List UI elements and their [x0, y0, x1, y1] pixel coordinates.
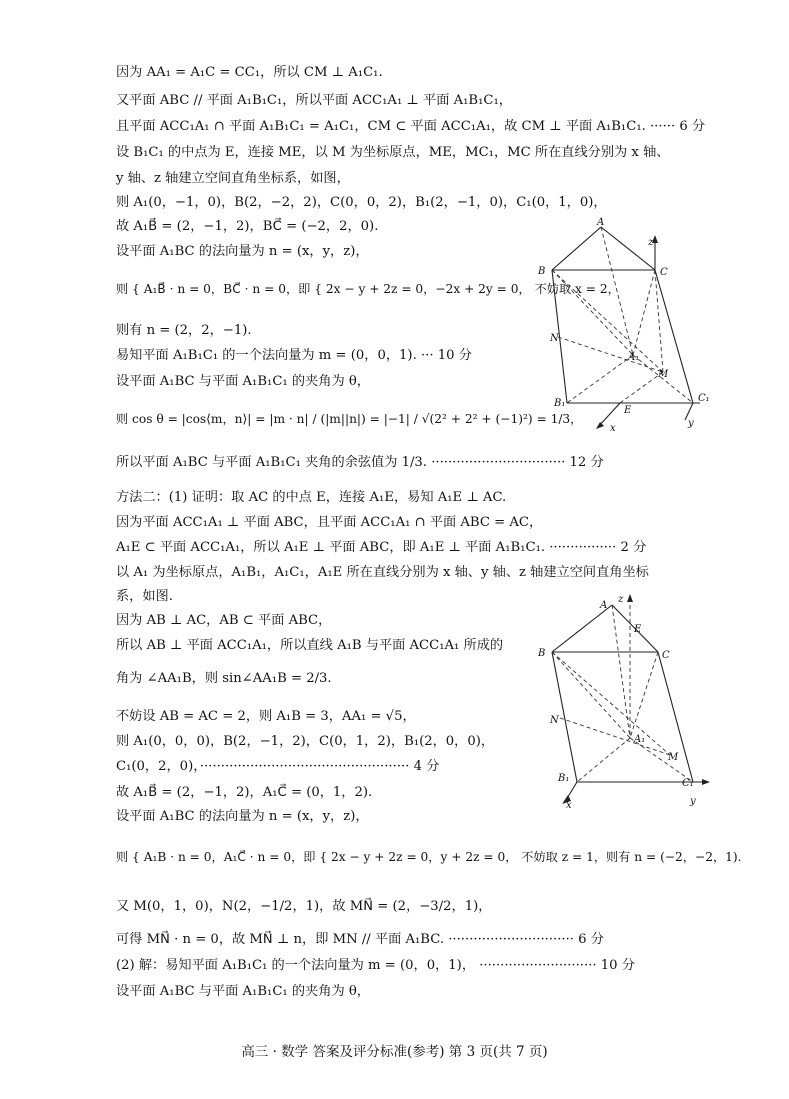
fig2-label-z: z [618, 594, 624, 605]
fig2-label-C: C [662, 650, 670, 661]
text-line-13: 则 cos θ = |cos⟨m，n⟩| = |m · n| / (|m||n|) = |−1| / √(2² + 2² + (−1)²) = 1/3， [116, 412, 583, 426]
text-line-26: 故 A₁B⃗ = (2，−1，2)，A₁C⃗ = (0，1，2). [116, 785, 373, 800]
text-line-23: 不妨设 AB = AC = 2，则 A₁B = 3，AA₁ = √5， [116, 709, 416, 724]
text-line-10: 则有 n = (2，2，−1). [116, 323, 252, 338]
text-line-20: 因为 AB ⊥ AC，AB ⊂ 平面 ABC， [116, 613, 332, 628]
fig1-label-y: y [688, 418, 694, 429]
text-line-11: 易知平面 A₁B₁C₁ 的一个法向量为 m = (0，0，1). ··· 10 分 [116, 348, 472, 363]
text-line-1: 因为 AA₁ = A₁C = CC₁，所以 CM ⊥ A₁C₁. [116, 65, 383, 80]
text-line-15: 方法二：(1) 证明：取 AC 的中点 E，连接 A₁E，易知 A₁E ⊥ AC. [116, 490, 507, 505]
fig2-label-y: y [690, 796, 696, 807]
text-line-9: 则 { A₁B⃗ · n = 0，BC⃗ · n = 0，即 { 2x − y + 2z = 0，−2x + 2y = 0， 不妨取 x = 2， [116, 282, 620, 296]
fig1-label-z: z [648, 237, 654, 248]
fig2-label-M: M [668, 752, 679, 763]
fig1-label-C1: C₁ [698, 393, 710, 404]
text-line-25: C₁(0，2，0)，·················································· 4 分 [116, 759, 440, 774]
fig1-label-C: C [660, 267, 668, 278]
text-line-4: 设 B₁C₁ 的中点为 E，连接 ME，以 M 为坐标原点，ME，MC₁，MC 所在直线分别为 x 轴、 [116, 145, 670, 160]
fig1-label-A1: A₁ [628, 352, 640, 363]
text-line-21: 所以 AB ⊥ 平面 ACC₁A₁，所以直线 A₁B 与平面 ACC₁A₁ 所成的 [116, 638, 504, 653]
text-line-2: 又平面 ABC // 平面 A₁B₁C₁，所以平面 ACC₁A₁ ⊥ 平面 A₁B₁C₁， [116, 93, 512, 108]
text-line-16: 因为平面 ACC₁A₁ ⊥ 平面 ABC，且平面 ACC₁A₁ ∩ 平面 ABC = AC， [116, 515, 543, 530]
text-line-32: 设平面 A₁BC 与平面 A₁B₁C₁ 的夹角为 θ， [116, 984, 370, 999]
text-line-29: 又 M(0，1，0)，N(2，−1/2，1)，故 MN⃗ = (2，−3/2，1)， [116, 899, 492, 914]
fig2-label-x: x [566, 800, 572, 810]
fig1-label-E: E [624, 405, 632, 416]
fig2-label-A: A [600, 600, 608, 611]
text-line-24: 则 A₁(0，0，0)，B(2，−1，2)，C(0，1，2)，B₁(2，0，0)， [116, 734, 495, 749]
text-line-14: 所以平面 A₁BC 与平面 A₁B₁C₁ 夹角的余弦值为 1/3. ································ 12 分 [116, 455, 604, 470]
fig1-label-M: M [658, 369, 669, 380]
fig2-label-B: B [538, 648, 546, 659]
fig1-label-N: N [550, 333, 559, 344]
fig2-label-N: N [550, 715, 559, 726]
text-line-17: A₁E ⊂ 平面 ACC₁A₁，所以 A₁E ⊥ 平面 ABC，即 A₁E ⊥ 平面 A₁B₁C₁. ················ 2 分 [116, 540, 647, 555]
fig1-label-B1: B₁ [554, 398, 566, 409]
text-line-5: y 轴、z 轴建立空间直角坐标系，如图， [116, 171, 350, 186]
text-line-28: 则 { A₁B · n = 0，A₁C⃗ · n = 0，即 { 2x − y + 2z = 0，y + 2z = 0， 不妨取 z = 1，则有 n = (−2，−2，1). [116, 850, 742, 864]
fig2-label-C1: C₁ [682, 778, 694, 789]
fig1-label-B: B [538, 266, 546, 277]
text-line-3: 且平面 ACC₁A₁ ∩ 平面 A₁B₁C₁ = A₁C₁，CM ⊂ 平面 ACC₁A₁，故 CM ⊥ 平面 A₁B₁C₁. ······ 6 分 [116, 119, 706, 134]
text-line-7: 故 A₁B⃗ = (2，−1，2)，BC⃗ = (−2，2，0). [116, 219, 379, 234]
text-line-30: 可得 MN⃗ · n = 0，故 MN⃗ ⊥ n，即 MN // 平面 A₁BC. ······························ 6 分 [116, 932, 604, 947]
fig2-label-B1: B₁ [558, 773, 570, 784]
text-line-8: 设平面 A₁BC 的法向量为 n = (x，y，z)， [116, 244, 369, 259]
text-line-31: (2) 解：易知平面 A₁B₁C₁ 的一个法向量为 m = (0，0，1)， ···························· 10 分 [116, 958, 635, 973]
text-line-19: 系，如图. [116, 589, 173, 604]
figure-prism-2 [530, 590, 720, 810]
fig2-label-E: E [634, 624, 642, 635]
fig2-label-A1: A₁ [634, 734, 646, 745]
text-line-22: 角为 ∠AA₁B，则 sin∠AA₁B = 2/3. [116, 671, 332, 686]
page-footer: 高三 · 数学 答案及评分标准(参考) 第 3 页(共 7 页) [241, 1044, 548, 1060]
text-line-6: 则 A₁(0，−1，0)，B(2，−2，2)，C(0，0，2)，B₁(2，−1，0)，C₁(0，1，0)， [116, 195, 607, 210]
text-line-27: 设平面 A₁BC 的法向量为 n = (x，y，z)， [116, 809, 369, 824]
text-line-18: 以 A₁ 为坐标原点，A₁B₁，A₁C₁，A₁E 所在直线分别为 x 轴、y 轴、z 轴建立空间直角坐标 [116, 565, 649, 580]
text-line-12: 设平面 A₁BC 与平面 A₁B₁C₁ 的夹角为 θ， [116, 374, 370, 389]
fig1-label-x: x [610, 423, 616, 434]
fig1-label-A: A [597, 217, 605, 228]
figure-prism-1 [530, 215, 720, 435]
